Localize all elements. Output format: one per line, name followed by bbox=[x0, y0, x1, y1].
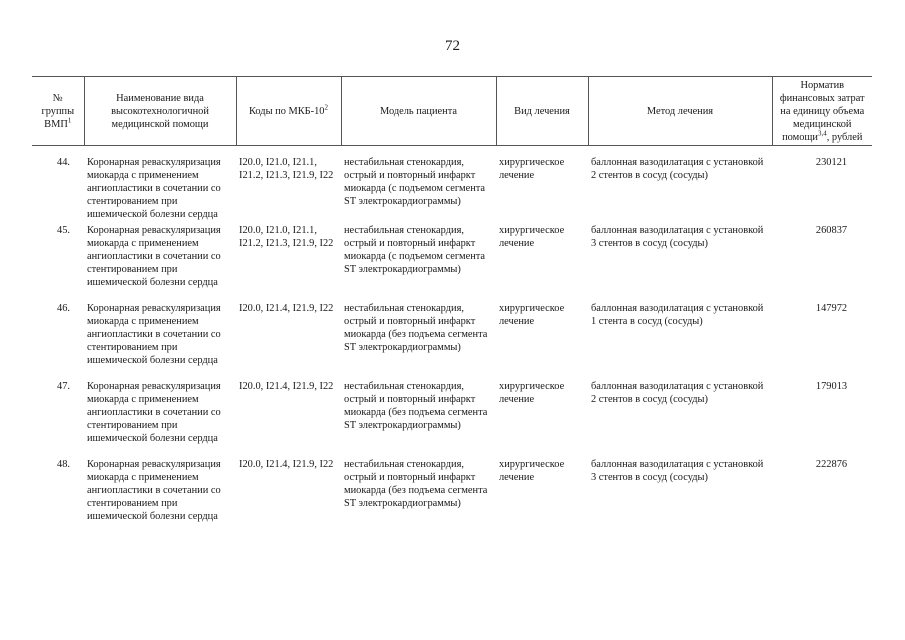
row-cost-norm: 147972 bbox=[815, 303, 848, 314]
footnote-marker: 2 bbox=[324, 103, 328, 112]
table-row bbox=[32, 458, 872, 536]
row-treatment-method: баллонная вазодилатация с установкой 3 стентов в сосуд (сосуды) bbox=[591, 225, 764, 249]
header-group-line-2: группы bbox=[41, 105, 75, 117]
header-treatment-method: Метод лечения bbox=[588, 77, 772, 146]
row-icd-codes: I20.0, I21.4, I21.9, I22 bbox=[239, 381, 334, 392]
header-patient-model: Модель пациента bbox=[341, 77, 496, 146]
row-patient-model: нестабильная стенокардия, острый и повторный инфаркт миокарда (без подъема сегмента ST электрокардиограммы) bbox=[344, 381, 488, 431]
row-treatment-method: баллонная вазодилатация с установкой 2 стентов в сосуд (сосуды) bbox=[591, 381, 764, 405]
row-number: 44. bbox=[57, 157, 70, 168]
vmp-table bbox=[32, 76, 872, 536]
row-patient-model: нестабильная стенокардия, острый и повторный инфаркт миокарда (без подъема сегмента ST электрокардиограммы) bbox=[344, 303, 488, 353]
table-row bbox=[32, 224, 872, 302]
footnote-marker: 3,4 bbox=[817, 129, 827, 138]
table-row bbox=[32, 380, 872, 458]
row-treatment-type: хирургическое лечение bbox=[499, 381, 565, 405]
row-number: 47. bbox=[57, 381, 70, 392]
page-number: 72 bbox=[445, 38, 460, 54]
header-cost-norm bbox=[772, 77, 872, 146]
row-cost-norm: 260837 bbox=[815, 225, 848, 236]
row-number: 45. bbox=[57, 225, 70, 236]
row-treatment-method: баллонная вазодилатация с установкой 3 стентов в сосуд (сосуды) bbox=[591, 459, 764, 483]
header-group-number bbox=[32, 77, 84, 146]
row-care-type-name: Коронарная реваскуляризация миокарда с применением ангиопластики в сочетании со стентированием при ишемической болезни сердца bbox=[87, 303, 221, 366]
table-row bbox=[32, 302, 872, 380]
row-care-type-name: Коронарная реваскуляризация миокарда с применением ангиопластики в сочетании со стентированием при ишемической болезни сердца bbox=[87, 381, 221, 444]
row-icd-codes: I20.0, I21.0, I21.1, I21.2, I21.3, I21.9, I22 bbox=[239, 225, 334, 249]
row-care-type-name: Коронарная реваскуляризация миокарда с применением ангиопластики в сочетании со стентированием при ишемической болезни сердца bbox=[87, 459, 221, 522]
table-header-row bbox=[32, 77, 872, 146]
row-number: 48. bbox=[57, 459, 70, 470]
header-cost-norm-label: Норматив финансовых затрат на единицу объема медицинской помощи bbox=[779, 79, 865, 143]
header-icd-codes bbox=[236, 77, 341, 146]
row-treatment-method: баллонная вазодилатация с установкой 1 стента в сосуд (сосуды) bbox=[591, 303, 764, 327]
header-group-line-1: № bbox=[52, 92, 63, 104]
header-icd-codes-label: Коды по МКБ-10 bbox=[248, 105, 325, 117]
row-care-type-name: Коронарная реваскуляризация миокарда с применением ангиопластики в сочетании со стентированием при ишемической болезни сердца bbox=[87, 225, 221, 288]
row-treatment-type: хирургическое лечение bbox=[499, 303, 565, 327]
header-cost-norm-unit: , рублей bbox=[826, 131, 863, 143]
row-treatment-type: хирургическое лечение bbox=[499, 225, 565, 249]
row-cost-norm: 179013 bbox=[815, 381, 848, 392]
table-row bbox=[32, 146, 872, 225]
row-icd-codes: I20.0, I21.0, I21.1, I21.2, I21.3, I21.9, I22 bbox=[239, 157, 334, 181]
row-care-type-name: Коронарная реваскуляризация миокарда с применением ангиопластики в сочетании со стентированием при ишемической болезни сердца bbox=[87, 157, 221, 220]
footnote-marker: 1 bbox=[67, 116, 72, 125]
row-patient-model: нестабильная стенокардия, острый и повторный инфаркт миокарда (с подъемом сегмента ST электрокардиограммы) bbox=[344, 225, 486, 275]
row-icd-codes: I20.0, I21.4, I21.9, I22 bbox=[239, 459, 334, 470]
row-icd-codes: I20.0, I21.4, I21.9, I22 bbox=[239, 303, 334, 314]
row-number: 46. bbox=[57, 303, 70, 314]
header-care-type-name: Наименование вида высокотехнологичной медицинской помощи bbox=[84, 77, 236, 146]
header-group-line-3: ВМП bbox=[44, 118, 68, 130]
row-treatment-type: хирургическое лечение bbox=[499, 157, 565, 181]
row-treatment-method: баллонная вазодилатация с установкой 2 стентов в сосуд (сосуды) bbox=[591, 157, 764, 181]
row-treatment-type: хирургическое лечение bbox=[499, 459, 565, 483]
row-patient-model: нестабильная стенокардия, острый и повторный инфаркт миокарда (без подъема сегмента ST электрокардиограммы) bbox=[344, 459, 488, 509]
row-cost-norm: 222876 bbox=[815, 459, 848, 470]
row-cost-norm: 230121 bbox=[815, 157, 848, 168]
header-treatment-type: Вид лечения bbox=[496, 77, 588, 146]
row-patient-model: нестабильная стенокардия, острый и повторный инфаркт миокарда (с подъемом сегмента ST электрокардиограммы) bbox=[344, 157, 486, 207]
